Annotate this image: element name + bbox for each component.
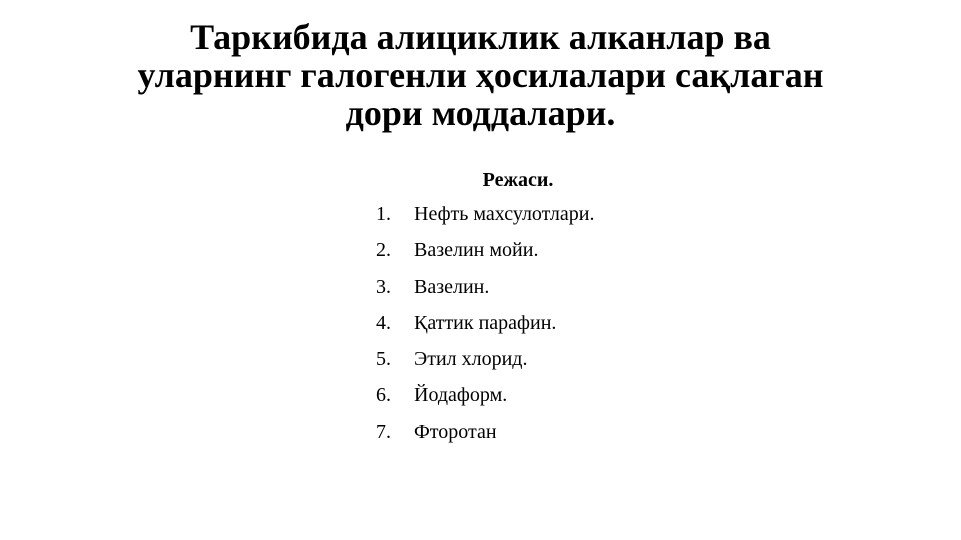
plan-item-text: Вазелин мойи. (414, 239, 539, 262)
plan-heading: Режаси. (482, 169, 554, 191)
plan-item-number: 2. (376, 239, 391, 262)
plan-item (376, 273, 594, 309)
plan-item-number: 1. (376, 203, 391, 225)
slide-title (60, 18, 901, 132)
plan-list (376, 200, 594, 454)
plan-item-text: Фторотан (414, 420, 497, 443)
plan-item-text: Этил хлорид. (414, 348, 528, 371)
plan-item (376, 381, 594, 417)
plan-item (376, 309, 594, 345)
title-line-3: дори моддалари. (345, 93, 616, 133)
title-line-2: уларнинг галогенли ҳосилалари сақлаган (137, 55, 824, 95)
plan-item-number: 4. (376, 311, 391, 334)
plan-item-number: 7. (376, 420, 391, 443)
plan-item-text: Қаттик парафин. (414, 311, 557, 334)
plan-item (376, 200, 594, 236)
plan-item-number: 6. (376, 384, 391, 407)
plan-item-text: Вазелин. (414, 275, 490, 298)
plan-item-text: Нефть махсулотлари. (414, 203, 595, 225)
plan-item-number: 3. (376, 275, 391, 298)
plan-item-number: 5. (376, 348, 391, 371)
plan-item (376, 418, 594, 454)
plan-item-text: Йодаформ. (414, 384, 508, 407)
title-line-1: Таркибида алициклик алканлар ва (190, 17, 771, 57)
plan-item (376, 236, 594, 272)
plan-item (376, 345, 594, 381)
